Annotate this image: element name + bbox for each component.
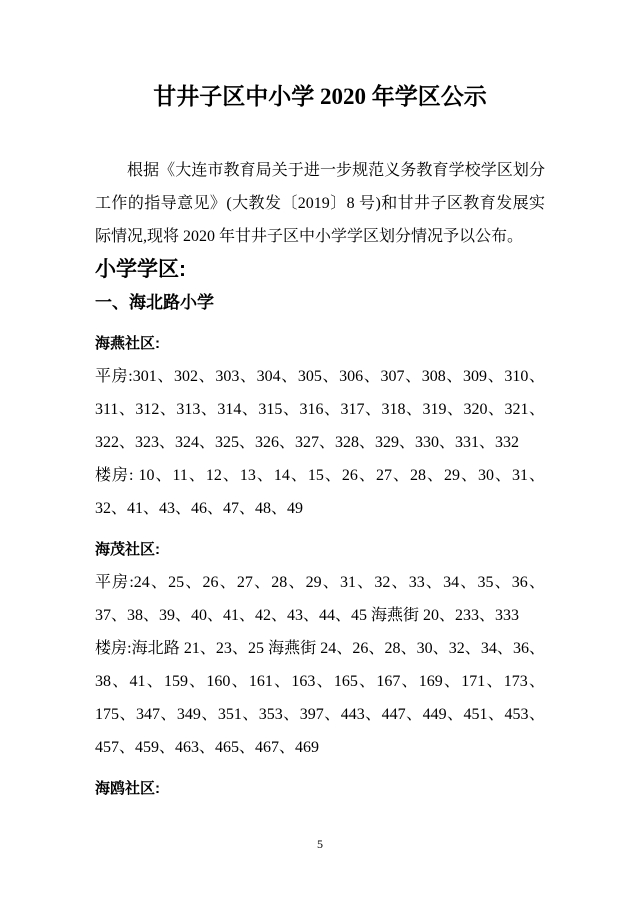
community-name: 海鸥社区: <box>95 780 160 797</box>
housing-list-loufang: 楼房: 10、11、12、13、14、15、26、27、28、29、30、31、32、41、43、46、47、48、49 <box>95 467 545 517</box>
community-block-haimao <box>95 533 545 764</box>
school-heading-haibei-road: 一、海北路小学 <box>95 293 214 312</box>
community-name: 海燕社区: <box>95 335 160 352</box>
community-block-haiyan <box>95 327 545 525</box>
section-heading-primary-school-districts: 小学学区: <box>95 258 186 281</box>
page-number: 5 <box>317 837 323 851</box>
housing-list-pingfang: 平房:301、302、303、304、305、306、307、308、309、310、311、312、313、314、315、316、317、318、319、320、321、322、323、324、325、326、327、328、329、330、331、332 <box>95 368 545 451</box>
community-name: 海茂社区: <box>95 541 160 558</box>
intro-paragraph: 根据《大连市教育局关于进一步规范义务教育学校学区划分工作的指导意见》(大教发〔2019〕8 号)和甘井子区教育发展实际情况,现将 2020 年甘井子区中小学学区划分情况予以公布。 <box>95 162 545 245</box>
document-title: 甘井子区中小学 2020 年学区公示 <box>153 84 487 109</box>
housing-list-loufang: 楼房:海北路 21、23、25 海燕街 24、26、28、30、32、34、36、38、41、159、160、161、163、165、167、169、171、173、175、347、349、351、353、397、443、447、449、451、453、457、459、463、465、467、469 <box>95 640 545 756</box>
community-block-haiou <box>95 772 545 805</box>
housing-list-pingfang: 平房:24、25、26、27、28、29、31、32、33、34、35、36、37、38、39、40、41、42、43、44、45 海燕街 20、233、333 <box>95 574 545 624</box>
